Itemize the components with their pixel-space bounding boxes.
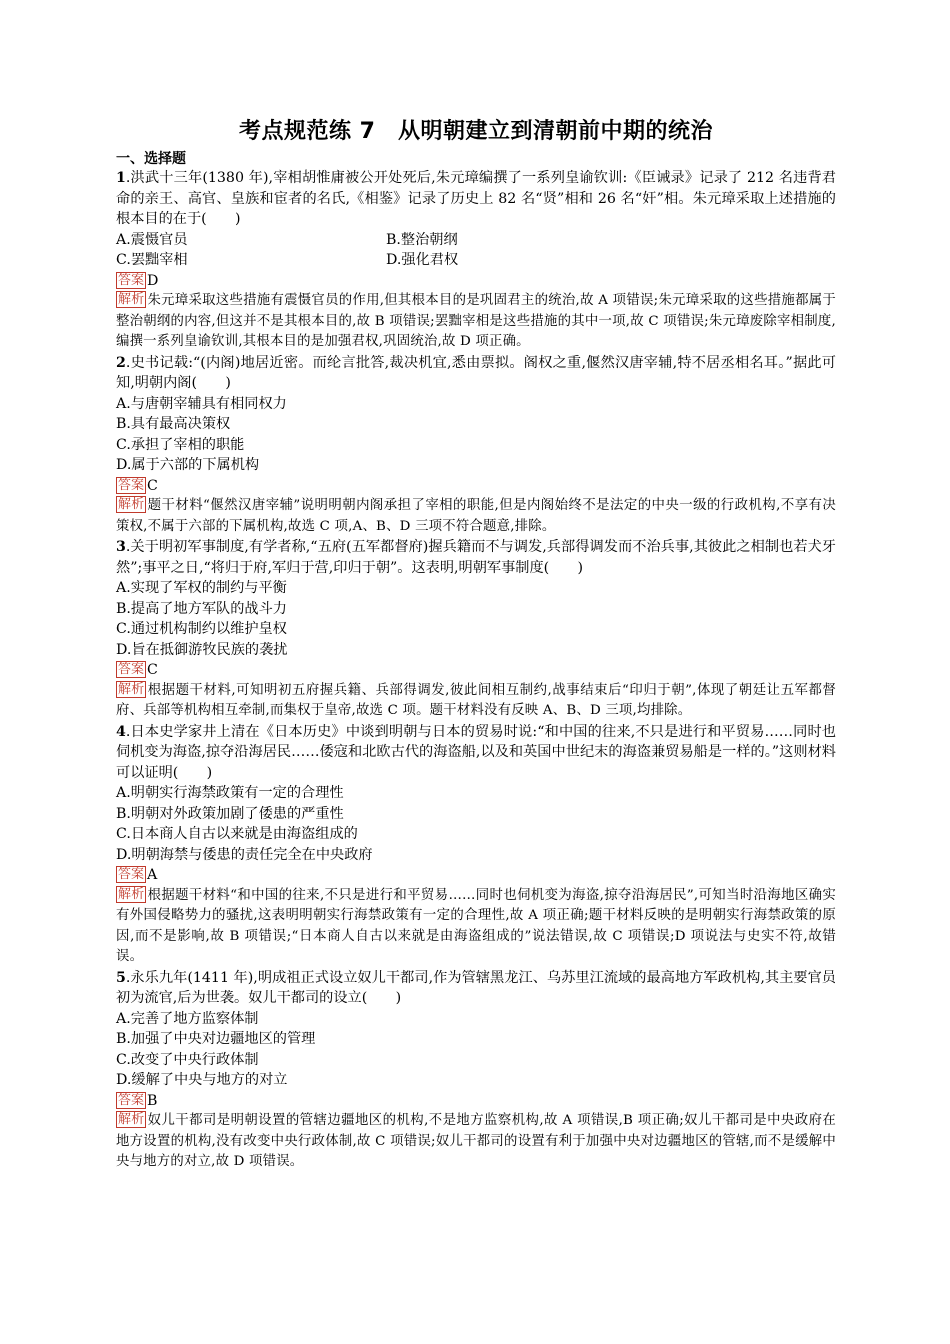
analysis-tag: 解析: [118, 497, 145, 512]
answer-tag: 答案: [118, 272, 145, 288]
answer-tag: 答案: [118, 477, 145, 493]
question-number: 3: [116, 539, 126, 555]
option-d: D.旨在抵御游牧民族的袭扰: [116, 641, 288, 658]
question-text: .关于明初军事制度,有学者称,“五府(五军都督府)握兵籍而不与调发,兵部得调发而不治兵事,其彼此之相制也若犬牙然”;事平之日,“将归于府,军归于营,印归于朝”。这表明,明朝军事制度( ): [116, 539, 836, 576]
answer-tag: 答案: [118, 662, 145, 677]
question-number: 1: [116, 170, 126, 186]
question-stem: [116, 537, 836, 578]
answer-row: [116, 1091, 836, 1112]
question-stem: [116, 968, 836, 1009]
question-stem: [116, 353, 836, 394]
option-a: A.与唐朝宰辅具有相同权力: [116, 395, 287, 412]
option-c: C.罢黜宰相: [116, 252, 188, 268]
analysis-tag: 解析: [118, 1112, 145, 1127]
answer-tag: 答案: [118, 867, 145, 882]
analysis-row: [116, 681, 836, 722]
answer-value: C: [147, 662, 158, 678]
option-c: C.改变了中央行政体制: [116, 1051, 259, 1068]
answer-tag: 答案: [118, 1092, 145, 1108]
analysis-row: [116, 496, 836, 537]
option-d: D.缓解了中央与地方的对立: [116, 1072, 288, 1088]
answer-row: [116, 476, 836, 497]
analysis-text: 奴儿干都司是明朝设置的管辖边疆地区的机构,不是地方监察机构,故 A 项错误,B 项正确;奴儿干都司是中央政府在地方设置的机构,没有改变中央行政体制,故 C 项错误;奴儿干都司的设置有利于加强中央对边疆地区的管辖,而不是缓解中央与地方的对立,故 D 项错误。: [116, 1113, 836, 1169]
analysis-text: 根据题干材料“和中国的往来,不只是进行和平贸易……同时也伺机变为海盗,掠夺沿海居民”,可知当时沿海地区确实有外国侵略势力的骚扰,这表明明朝实行海禁政策有一定的合理性,故 A 项正确;题干材料反映的是明朝实行海禁政策的原因,而不是影响,故 B 项错误;“日本商人自古以来就是由海盗组成的”说法错误,故 C 项错误;D 项说法与史实不符,故错误。: [116, 887, 836, 964]
option-d: D.明朝海禁与倭患的责任完全在中央政府: [116, 846, 373, 863]
answer-row: [116, 865, 836, 886]
option-b: B.加强了中央对边疆地区的管理: [116, 1031, 316, 1047]
analysis-tag: 解析: [118, 681, 145, 697]
analysis-tag: 解析: [118, 292, 145, 307]
question-number: 2: [116, 354, 126, 371]
option-a: A.明朝实行海禁政策有一定的合理性: [116, 785, 344, 801]
question-text: .史书记载:“(内阁)地居近密。而纶言批答,裁决机宜,悉由票拟。阁权之重,偃然汉唐宰辅,特不居丞相名耳。”据此可知,明朝内阁( ): [116, 354, 836, 391]
option-c: C.日本商人自古以来就是由海盗组成的: [116, 826, 358, 842]
question-text: .日本史学家井上清在《日本历史》中谈到明朝与日本的贸易时说:“和中国的往来,不只是进行和平贸易……同时也伺机变为海盗,掠夺沿海居民……倭寇和北欧古代的海盗船,以及和英国中世纪末的海盗兼贸易船是一样的。”这则材料可以证明( ): [116, 723, 836, 781]
question-stem: [116, 722, 836, 784]
answer-row: [116, 271, 836, 292]
question-2: [116, 353, 836, 538]
question-number: 5: [116, 969, 126, 986]
option-a: A.震慑官员: [116, 231, 188, 248]
question-number: 4: [116, 723, 126, 740]
question-4: [116, 722, 836, 968]
option-b: B.整治朝纲: [386, 231, 458, 248]
page-title: 考点规范练 7 从明朝建立到清朝前中期的统治: [239, 119, 713, 144]
analysis-row: [116, 291, 836, 353]
option-d: D.强化君权: [386, 252, 459, 268]
answer-value: A: [147, 867, 158, 883]
options: [116, 230, 836, 271]
question-1: [116, 168, 836, 353]
option-b: B.具有最高决策权: [116, 416, 231, 432]
analysis-row: [116, 886, 836, 968]
option-b: B.提高了地方军队的战斗力: [116, 600, 287, 617]
option-c: C.通过机构制约以维护皇权: [116, 621, 287, 637]
answer-value: B: [147, 1092, 158, 1109]
analysis-text: 朱元璋采取这些措施有震慑官员的作用,但其根本目的是巩固君主的统治,故 A 项错误;朱元璋采取的这些措施都属于整治朝纲的内容,但这并不是其根本目的,故 B 项错误;罢黜宰相是这些措施的其中一项,故 C 项错误;朱元璋废除宰相制度,编撰一系列皇谕钦训,其根本目的是加强君权,巩固统治,故 D 项正确。: [116, 293, 836, 349]
option-a: A.完善了地方监察体制: [116, 1010, 259, 1027]
question-stem: [116, 168, 836, 230]
question-text: .永乐九年(1411 年),明成祖正式设立奴儿干都司,作为管辖黑龙江、乌苏里江流域的最高地方军政机构,其主要官员初为流官,后为世袭。奴儿干都司的设立( ): [116, 969, 836, 1006]
option-d: D.属于六部的下属机构: [116, 457, 260, 473]
question-text: .洪武十三年(1380 年),宰相胡惟庸被公开处死后,朱元璋编撰了一系列皇谕钦训:《臣诫录》记录了 212 名违背君命的亲王、高官、皇族和宦者的名氏,《相鉴》记录了历史上 82 名“贤”相和 26 名“奸”相。朱元璋采取上述措施的根本目的在于( ): [116, 170, 836, 227]
analysis-tag: 解析: [118, 886, 145, 902]
question-5: [116, 968, 836, 1173]
option-c: C.承担了宰相的职能: [116, 436, 245, 453]
answer-value: D: [147, 272, 159, 289]
analysis-row: [116, 1111, 836, 1173]
answer-row: [116, 660, 836, 681]
option-a: A.实现了军权的制约与平衡: [116, 580, 287, 596]
analysis-text: 题干材料“偃然汉唐宰辅”说明明朝内阁承担了宰相的职能,但是内阁始终不是法定的中央一级的行政机构,不享有决策权,不属于六部的下属机构,故选 C 项,A、B、D 三项不符合题意,排除。: [116, 498, 836, 534]
answer-value: C: [147, 477, 158, 494]
option-b: B.明朝对外政策加剧了倭患的严重性: [116, 805, 344, 822]
analysis-text: 根据题干材料,可知明初五府握兵籍、兵部得调发,彼此间相互制约,战事结束后“印归于朝”,体现了朝廷让五军都督府、兵部等机构相互牵制,而集权于皇帝,故选 C 项。题干材料没有反映 A、B、D 三项,均排除。: [116, 682, 836, 718]
section-heading: 一、选择题: [116, 151, 186, 167]
question-3: [116, 537, 836, 722]
document-page: [116, 118, 836, 1173]
